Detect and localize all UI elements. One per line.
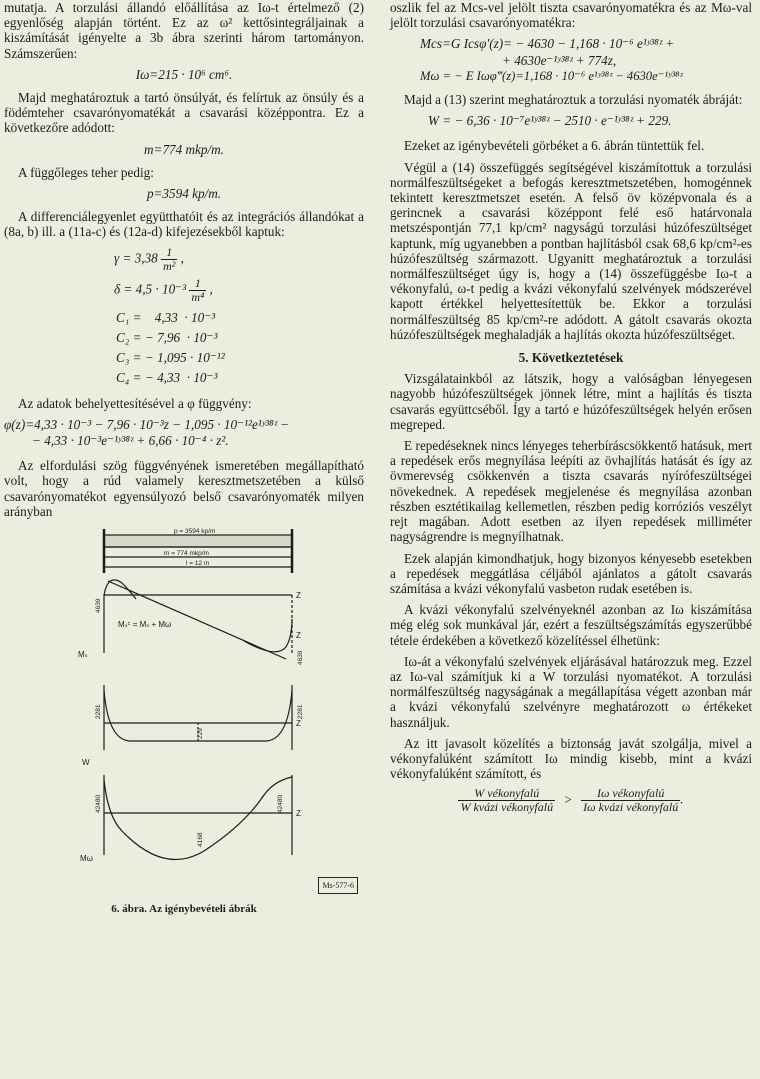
figure-value: 42480 [95,794,102,814]
figure-moment-label: m = 774 mkp/m [164,550,209,558]
fraction-iw-numerator: Iω vékonyfalú [581,787,680,801]
fraction-w [458,787,555,814]
equation-mw: Mω = − E Iωφ‴(z)=1,168 · 10⁻⁶ e¹ʸ³⁸ᶻ − 4630e⁻¹ʸ³⁸ᶻ [420,68,683,83]
figure-value: 2281 [297,704,304,720]
paragraph: Ezeket az igénybevételi görbéket a 6. ábrán tüntettük fel. [404,138,705,154]
paragraph: Iω-át a vékonyfalú szelvények eljárásával határozzuk meg. Ezzel az Iω-val számítjuk ki a W torzulási nyomatékot. A torzulási normálfeszültség nagyságának a megállapítása végett azonban már a kvázi vékonyfalú szelvényre meghatározott ω értékeket használjuk. [390,653,752,730]
gamma-numerator: 1 [161,246,177,260]
internal-force-diagrams [4,525,364,897]
right-column [390,0,752,814]
paragraph: Az itt javasolt közelítés a biztonság javát szolgálja, mivel a vékonyfalúként számított Iω mindig kisebb, mint a kvázi vékonyfalúként számított, és [390,735,752,782]
paragraph: Majd a (13) szerint meghatároztuk a torzulási nyomaték ábráját: [404,92,743,108]
paragraph: Végül a (14) összefüggés segítségével kiszámítottuk a torzulási normálfeszültségeket a befogás keresztmetszetében, homogénnek tekintett keresztmetszet esetén. A felső öv középvonala és a gerincnek a csavarási középpont felé eső határvonala metszéspontján 77,1 kp/cm² nagyságú torzulási húzófeszültséget kaptunk, míg ugyanebben a pontban hajlításból csak 68,6 kp/cm²-es húzófeszültség származott. Ugyanitt meghatároztuk a torzulási normálfeszültséget úgy is, hogy a (14) összefüggésbe Iω-t a vékonyfalú, ω-t pedig a kvázi vékonyfalú szelvények módszerével kapott értékkel helyettesítettük be. Ekkor a torzulási normálfeszültség 85 kp/cm²-re adódott. A gátolt csavarás okozta húzófeszültségek meghaladják a hajlítás okozta húzófeszültséget. [390,159,752,342]
fraction-iw-denominator: Iω kvázi vékonyfalú [583,800,679,815]
section-heading: 5. Következtetések [518,350,624,366]
figure-value: 4168 [197,832,204,848]
figure-axis-z1b: Z [296,631,301,641]
constant-c3: C₃ = − 1,095 · 10⁻¹² [116,349,225,365]
paragraph: Ezek alapján kimondhatjuk, hogy bizonyos kényesebb esetekben a repedések meggátlása céljából ajánlatos a gátolt csavarás számítása a kvázi vékonyfalú vasbeton rudak esetében is. [390,550,752,596]
mcs-curve-left [104,580,136,599]
paragraph: Az elfordulási szög függvényének ismeretében megállapítható volt, hogy a rúd valamely keresztmetszetében a külső csavarónyomatékot egyensúlyozó belső csavarónyomaték milyen arányban [4,458,364,519]
figure-axis-mcs: Mₛ [78,650,88,660]
paragraph: Majd meghatároztuk a tartó önsúlyát, és felírtuk az önsúly és a födémteher csavarónyomatékát a csavarási középpontra. Ez a következőre adódott: [4,90,364,136]
paragraph: Vizsgálatainkból az látszik, hogy a valóságban lényegesen nagyobb húzófeszültségek jönnek létre, mint a hajlítás és tiszta csavarás együttcséből. Így a tartó e húzófeszültségek helyén erősen megreped. [390,371,752,432]
paragraph: oszlik fel az Mcs-vel jelölt tiszta csavarónyomatékra és az Mω-val jelölt torzulási csavarónyomatékra: [390,0,752,31]
equation-delta: δ = 4,5 · 10⁻³ $\frac{1}{\text{m⁴}}$ , [114,275,213,304]
figure-value: 229 [197,728,204,740]
load-strip [104,535,292,547]
figure-load-label: p = 3594 kp/m [174,528,216,536]
figure-value: 2281 [95,704,102,720]
equation-p: p=3594 kp/m. [146,186,222,202]
figure-value: 4639 [297,650,304,666]
left-column [4,0,364,917]
paragraph: E repedéseknek nincs lényeges teherbíráscsökkentő hatásuk, mert a repedések erős megnyílása leépíti az övhajlítás hatását és így az övmerevség csökkenvén a tiszta csavarás nyírófeszültségei növekednek. A repedések megjelenése és megnyílása azonban részben esztétikailag kellemetlen, részben pedig korróziós veszélyt rejt magában. Adott esetben az ilyen repedések milliméter nagyságrendre is megnyílhatnak. [390,438,752,545]
paragraph: Az adatok behelyettesítésével a φ függvény: [18,395,252,411]
figure-axis-w: W [82,758,90,768]
paragraph: mutatja. A torzulási állandó előállítása az Iω-t értelmező (2) egyenlőség alapján történt. Ez az ω² kettősintegráljainak a kiszámítását igényelte a 3b ábra szerinti három tartományon. Számszerűen: [4,0,364,61]
paragraph: A differenciálegyenlet együtthatóit és az integrációs állandókat a (8a, b) ill. a (11a-c) és (12a-d) kifejezésekből kaptuk: [4,209,364,240]
gamma-denominator: m² [163,258,176,273]
equation-gamma: γ = 3,38 $\frac{1}{\text{m²}}$ , [114,244,184,273]
figure-6 [4,525,364,917]
period: . [680,791,684,807]
inequality [390,787,752,814]
fraction-w-numerator: W vékonyfalú [458,787,555,801]
gamma-fraction [161,246,177,273]
figure-caption: 6. ábra. Az igénybevételi ábrák [111,903,257,916]
constant-c1: C₁ = 4,33 · 10⁻³ [116,309,216,325]
greater-than-sign: > [564,791,572,807]
figure-value: 4639 [95,598,102,614]
gamma-lhs: γ = 3,38 [114,250,158,266]
delta-fraction [189,277,206,304]
figure-axis-mw: Mω [80,854,93,864]
figure-axis-z1: Z [296,591,301,601]
equation-phi-line1: φ(z)=4,33 · 10⁻³ − 7,96 · 10⁻³z − 1,095 · 10⁻¹²e¹ʸ³⁸ᶻ − [4,416,290,432]
equation-m: m=774 mkp/m. [144,141,224,157]
paragraph: A kvázi vékonyfalú szelvényeknél azonban az Iω kiszámítása még elég sok munkával jár, ezért a feszültségszámítás egyszerűbbé tétele érdekében a következő közelítéssel élhetünk: [390,602,752,648]
fraction-iw [581,787,680,814]
delta-denominator: m⁴ [191,289,205,304]
constant-c4: C₄ = − 4,33 · 10⁻³ [116,369,218,385]
equation-iw: Iω=215 · 10⁶ cm⁶. [135,66,233,82]
constants-block [116,308,364,388]
mcs-curve-right [244,619,292,652]
figure-stamp: Ms-577-6 [318,877,358,894]
fraction-w-denominator: W kvázi vékonyfalú [460,800,554,815]
delta-lhs: δ = 4,5 · 10⁻³ [114,281,187,297]
figure-value: 42480 [277,794,284,814]
equation-w: W = − 6,36 · 10⁻⁷e¹ʸ³⁸ᶻ − 2510 · e⁻¹ʸ³⁸ᶻ + 229. [428,113,672,129]
equation-mcs-line2: + 4630e⁻¹ʸ³⁸ᶻ + 774z, [502,52,617,68]
constant-c2: C₂ = − 7,96 · 10⁻³ [116,329,218,345]
figure-axis-z3: Z [296,809,301,819]
equation-phi-line2: − 4,33 · 10⁻³e⁻¹ʸ³⁸ᶻ + 6,66 · 10⁻⁴ · z². [32,433,229,449]
figure-span-label: l = 12 m [186,560,210,568]
delta-numerator: 1 [189,277,206,291]
paragraph: A függőleges teher pedig: [18,164,154,180]
figure-total-label: Mₛᶜ = Mₛ + Mω [118,620,172,630]
figure-axis-z2: Z [296,719,301,729]
equation-mcs-line1: Mcs=G Icsφ′(z)= − 4630 − 1,168 · 10⁻⁶ e¹ʸ³⁸ᶻ + [420,36,675,52]
